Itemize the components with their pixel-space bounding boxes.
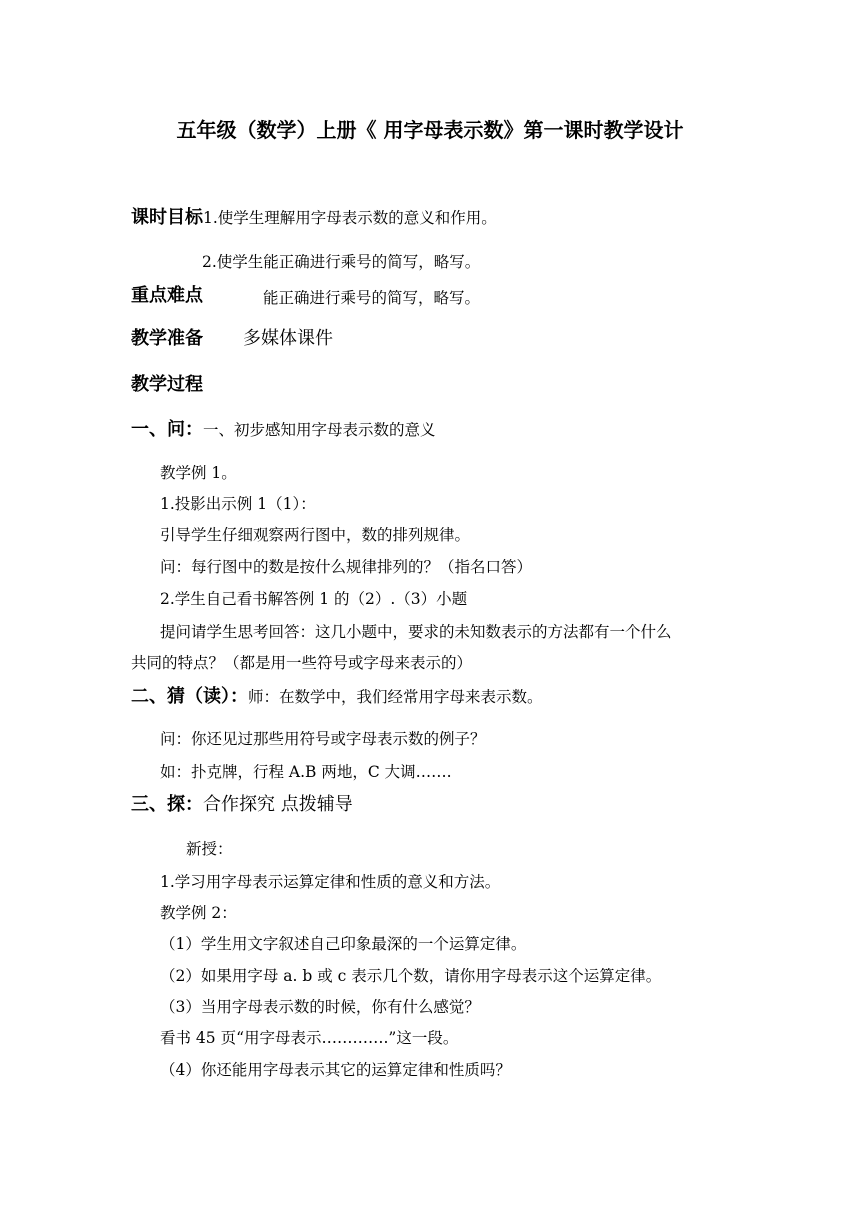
preparation-label: 教学准备: [131, 328, 203, 349]
section-3-line: 看书 45 页“用字母表示………….”这一段。: [160, 1029, 459, 1047]
section-3-line: 教学例 2：: [160, 904, 237, 922]
section-1-heading-row: [131, 420, 436, 440]
section-3-heading: 三、探：: [131, 794, 203, 815]
section-1-line: 1.投影出示例 1（1）：: [160, 495, 316, 513]
objectives-row: [131, 208, 497, 228]
section-2-line: 问：你还见过那些用符号或字母表示数的例子？: [160, 730, 486, 748]
section-3-line: 1.学习用字母表示运算定律和性质的意义和方法。: [160, 873, 501, 891]
section-3-heading-row: [131, 795, 353, 815]
section-1-line: 教学例 1。: [160, 464, 237, 482]
section-1-line: 2.学生自己看书解答例 1 的（2）.（3）小题: [160, 590, 468, 608]
key-points-row: [131, 286, 203, 306]
key-points-text: 能正确进行乘号的简写，略写。: [263, 289, 481, 307]
section-2-line: 如：扑克牌，行程 A.B 两地，C 大调…….: [160, 763, 452, 781]
section-3-line: （4）你还能用字母表示其它的运算定律和性质吗？: [160, 1061, 511, 1079]
objective-item-2: 2.使学生能正确进行乘号的简写，略写。: [202, 253, 481, 271]
section-1-heading: 一、问：: [131, 419, 203, 440]
section-1-line: 提问请学生思考回答：这几小题中，要求的未知数表示的方法都有一个什么: [160, 623, 672, 641]
preparation-row: [131, 329, 203, 349]
section-1-subheading: 一、初步感知用字母表示数的意义: [203, 421, 436, 439]
section-1-line: 引导学生仔细观察两行图中，数的排列规律。: [160, 526, 471, 544]
section-1-line: 问：每行图中的数是按什么规律排列的？（指名口答）: [160, 558, 533, 576]
section-2-heading-row: [131, 687, 543, 707]
key-points-label: 重点难点: [131, 285, 203, 306]
objectives-label: 课时目标: [131, 207, 203, 228]
section-3-subheading: 合作探究 点拨辅导: [203, 794, 353, 815]
preparation-text: 多媒体课件: [243, 328, 333, 349]
section-2-heading: 二、猜（读）：: [131, 686, 248, 707]
section-3-line: 新授：: [186, 840, 233, 858]
section-3-line: （3）当用字母表示数的时候，你有什么感觉？: [160, 998, 480, 1016]
section-1-line: 共同的特点？（都是用一些符号或字母来表示的）: [131, 654, 473, 672]
section-2-subheading: 师：在数学中，我们经常用字母来表示数。: [248, 688, 543, 706]
process-label: 教学过程: [131, 374, 203, 395]
section-3-line: （1）学生用文字叙述自己印象最深的一个运算定律。: [160, 935, 527, 953]
document-title: 五年级（数学）上册《 用字母表示数》第一课时教学设计: [176, 118, 684, 142]
process-row: [131, 375, 203, 395]
section-3-line: （2）如果用字母 a. b 或 c 表示几个数，请你用字母表示这个运算定律。: [160, 967, 662, 985]
objective-item-1: 1.使学生理解用字母表示数的意义和作用。: [203, 209, 497, 227]
